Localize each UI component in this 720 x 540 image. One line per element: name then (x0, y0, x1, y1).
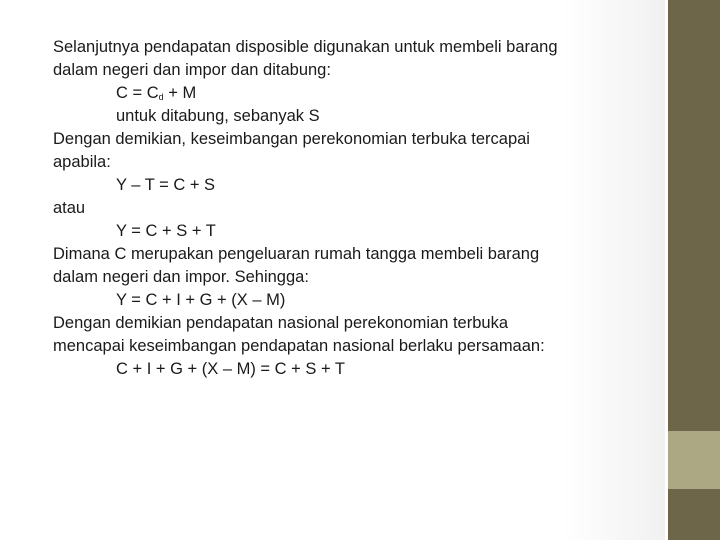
text-line: atau (53, 199, 86, 217)
text-line: Dengan demikian pendapatan nasional perekonomian terbuka (53, 314, 508, 332)
text-line: Selanjutnya pendapatan disposible digunakan untuk membeli barang (53, 38, 558, 56)
equation-subscript: d (158, 92, 164, 102)
equation-part: + M (163, 84, 197, 102)
equation-part: C = C (116, 84, 159, 102)
equation-balance-1: Y – T = C + S (116, 176, 216, 194)
text-line: untuk ditabung, sebanyak S (116, 107, 320, 125)
equation-balance-2: Y = C + S + T (116, 222, 216, 240)
band-top-block (668, 0, 720, 431)
equation-consumption (53, 82, 653, 105)
decorative-right-band (668, 0, 720, 540)
equation-national-income: Y = C + I + G + (X – M) (116, 291, 286, 309)
text-line: apabila: (53, 153, 111, 171)
text-line: dalam negeri dan impor dan ditabung: (53, 61, 331, 79)
text-line: dalam negeri dan impor. Sehingga: (53, 268, 309, 286)
equation-equilibrium: C + I + G + (X – M) = C + S + T (116, 360, 345, 378)
band-middle-block (668, 431, 720, 489)
band-bottom-block (668, 489, 720, 540)
text-line: Dimana C merupakan pengeluaran rumah tangga membeli barang (53, 245, 540, 263)
slide-body (53, 36, 653, 381)
text-line: Dengan demikian, keseimbangan perekonomian terbuka tercapai (53, 130, 530, 148)
text-line: mencapai keseimbangan pendapatan nasional berlaku persamaan: (53, 337, 545, 355)
